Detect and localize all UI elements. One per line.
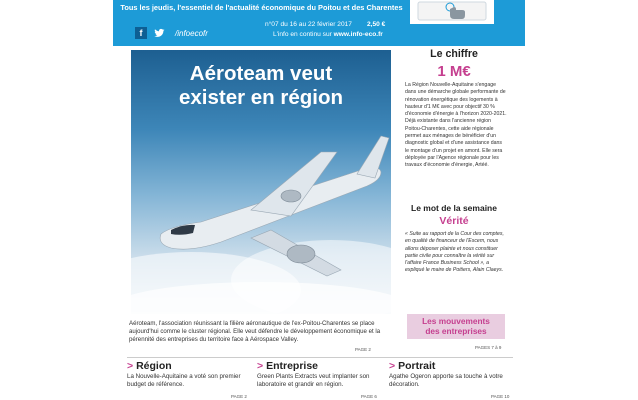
section-entreprise-page-ref[interactable]: PAGE 6	[361, 394, 377, 399]
chiffre-title: Le chiffre	[430, 48, 478, 60]
section-portrait-title	[389, 360, 509, 372]
issue-price: 2,50 €	[367, 21, 386, 28]
website-line	[273, 31, 383, 38]
mot-semaine-title: Le mot de la semaine	[411, 203, 497, 213]
arrow-icon: >	[127, 360, 134, 372]
bottom-divider	[127, 357, 513, 358]
issue-date: n°07 du 16 au 22 février 2017	[265, 21, 352, 28]
section-region[interactable]	[127, 360, 247, 389]
mouvements-entreprises-button[interactable]	[407, 314, 505, 339]
social-links	[135, 27, 208, 39]
tablet-touch-icon	[410, 0, 494, 24]
twitter-icon[interactable]	[153, 27, 165, 39]
masthead-banner	[113, 0, 525, 46]
newspaper-front-page	[113, 0, 525, 400]
tablet-promo-graphic	[408, 0, 496, 26]
mot-semaine-value: Vérité	[439, 215, 469, 227]
social-handle[interactable]: /infoecofr	[175, 28, 208, 38]
facebook-icon[interactable]: f	[135, 27, 147, 39]
section-region-title	[127, 360, 247, 372]
mouvements-page-ref[interactable]: PAGES 7 à 9	[475, 345, 502, 350]
website-url[interactable]: www.info-eco.fr	[333, 31, 383, 38]
section-entreprise-label: Entreprise	[266, 360, 318, 372]
main-headline[interactable]	[131, 62, 391, 110]
main-story-page-ref[interactable]: PAGE 2	[355, 347, 371, 352]
mot-semaine-quote: « Suite au rapport de la Cour des comptes, en qualité de financeur de l'Escem, nous allons déposer plainte et nous constituer partie civile pour connaître la vérité sur l'affaire France Business School », a expliqué le maire de Poitiers, Alain Claeys.	[405, 231, 504, 274]
main-story-caption: Aéroteam, l'association réunissant la filière aéronautique de l'ex-Poitou-Charentes se place aujourd'hui comme le cluster régional. Elle veut défendre le développement économique et la pérennité des entreprises du territoire face à Aérospace Valley.	[129, 320, 381, 343]
main-story-photo[interactable]	[131, 50, 391, 314]
section-portrait[interactable]	[389, 360, 509, 389]
section-entreprise[interactable]	[257, 360, 377, 389]
section-region-label: Région	[136, 360, 172, 372]
sidebar	[395, 48, 513, 364]
chiffre-body: La Région Nouvelle-Aquitaine s'engage dans une démarche globale performante de rénovation énergétique des logements à hauteur d'1 M€ avec pour objectif 30 % d'économie d'énergie à l'horizon 2020-2021. Déjà existante dans l'ancienne région Poitou-Charentes, cette aide régionale permet aux ménages de bénéficier d'un diagnostic global et d'une assistance dans le montage d'un projet en amont. Elle sera déployée par l'Agence régionale pour les travaux d'économie d'énergie, Artéé.	[405, 82, 507, 169]
mouvements-line-2: des entreprises	[425, 326, 487, 336]
section-portrait-body: Agathe Ogeron apporte sa touche à votre décoration.	[389, 373, 503, 388]
section-region-body: La Nouvelle-Aquitaine a voté son premier budget de référence.	[127, 373, 241, 388]
arrow-icon: >	[257, 360, 264, 372]
section-entreprise-title	[257, 360, 377, 372]
arrow-icon: >	[389, 360, 396, 372]
headline-line-1: Aéroteam veut	[189, 62, 333, 85]
section-portrait-label: Portrait	[398, 360, 436, 372]
mouvements-line-1: Les mouvements	[422, 316, 490, 326]
section-entreprise-body: Green Plants Extracts veut implanter son laboratoire et grandir en région.	[257, 373, 370, 388]
section-portrait-page-ref[interactable]: PAGE 10	[491, 394, 510, 399]
masthead-tagline: Tous les jeudis, l'essentiel de l'actualité économique du Poitou et des Charentes	[120, 3, 403, 12]
airplane-illustration	[131, 130, 391, 314]
website-prefix: L'info en continu sur	[273, 31, 332, 38]
section-region-page-ref[interactable]: PAGE 2	[231, 394, 247, 399]
headline-line-2: exister en région	[178, 86, 344, 109]
chiffre-value: 1 M€	[437, 63, 471, 80]
